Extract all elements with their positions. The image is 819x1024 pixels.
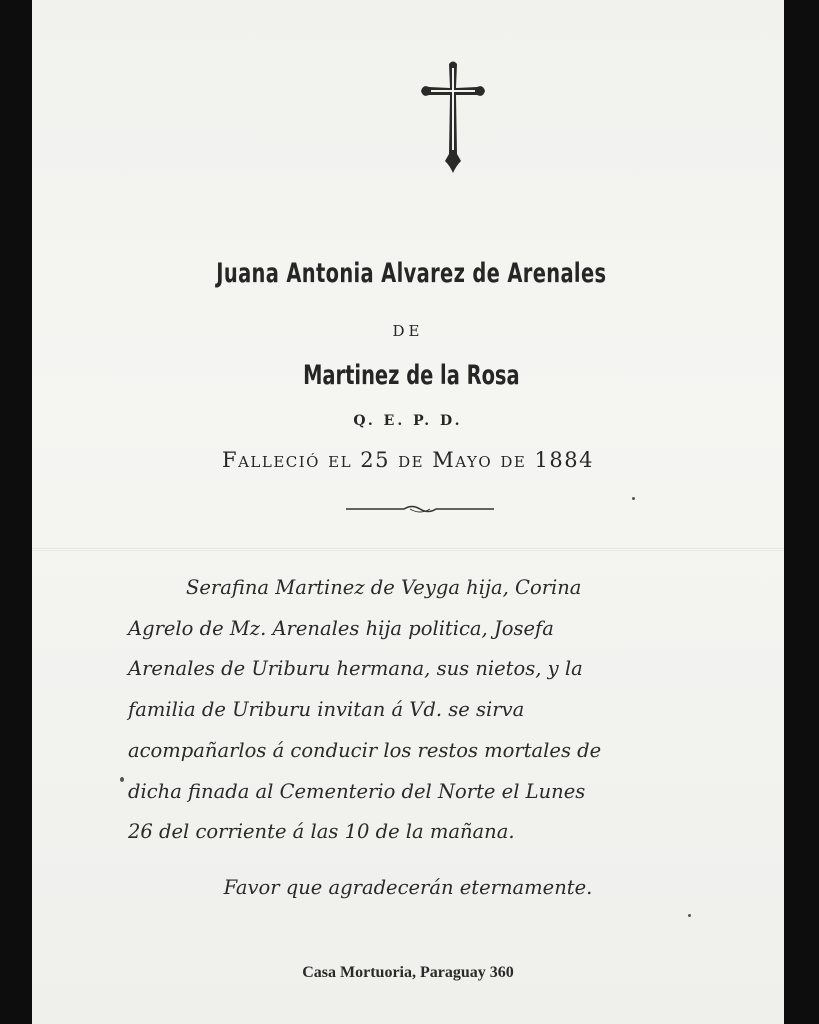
invitation-line: Agrelo de Mz. Arenales hija politica, Josefa — [128, 616, 554, 640]
paper-speck — [632, 497, 635, 500]
invitation-line: 26 del corriente á las 10 de la mañana. — [128, 820, 515, 844]
death-date: Falleció el 25 de Mayo de 1884 — [222, 448, 594, 472]
invitation-line: familia de Uriburu invitan á Vd. se sirva — [128, 698, 525, 722]
invitation-text — [128, 568, 718, 853]
invitation-line: Serafina Martinez de Veyga hija, Corina — [186, 576, 582, 599]
closing-thanks: Favor que agradecerán eternamente. — [223, 876, 593, 899]
deceased-married-name: Martinez de la Rosa — [303, 360, 520, 391]
invitation-line: Arenales de Uriburu hermana, sus nietos, y la — [128, 657, 583, 681]
deceased-name: Juana Antonia Alvarez de Arenales — [216, 258, 607, 289]
name-connector: DE — [392, 322, 424, 340]
funeral-home-address: Casa Mortuoria, Paraguay 360 — [302, 964, 514, 981]
cross-icon — [419, 58, 487, 174]
qepd-initials: Q. E. P. D. — [353, 413, 463, 429]
paper-speck — [688, 914, 691, 917]
fold-crease — [32, 548, 784, 551]
memorial-card — [32, 0, 784, 1024]
divider-flourish-icon — [344, 503, 496, 515]
paper-speck — [120, 777, 124, 782]
invitation-line: dicha finada al Cementerio del Norte el Lunes — [128, 779, 586, 803]
invitation-line: acompañarlos á conducir los restos mortales de — [128, 738, 602, 762]
